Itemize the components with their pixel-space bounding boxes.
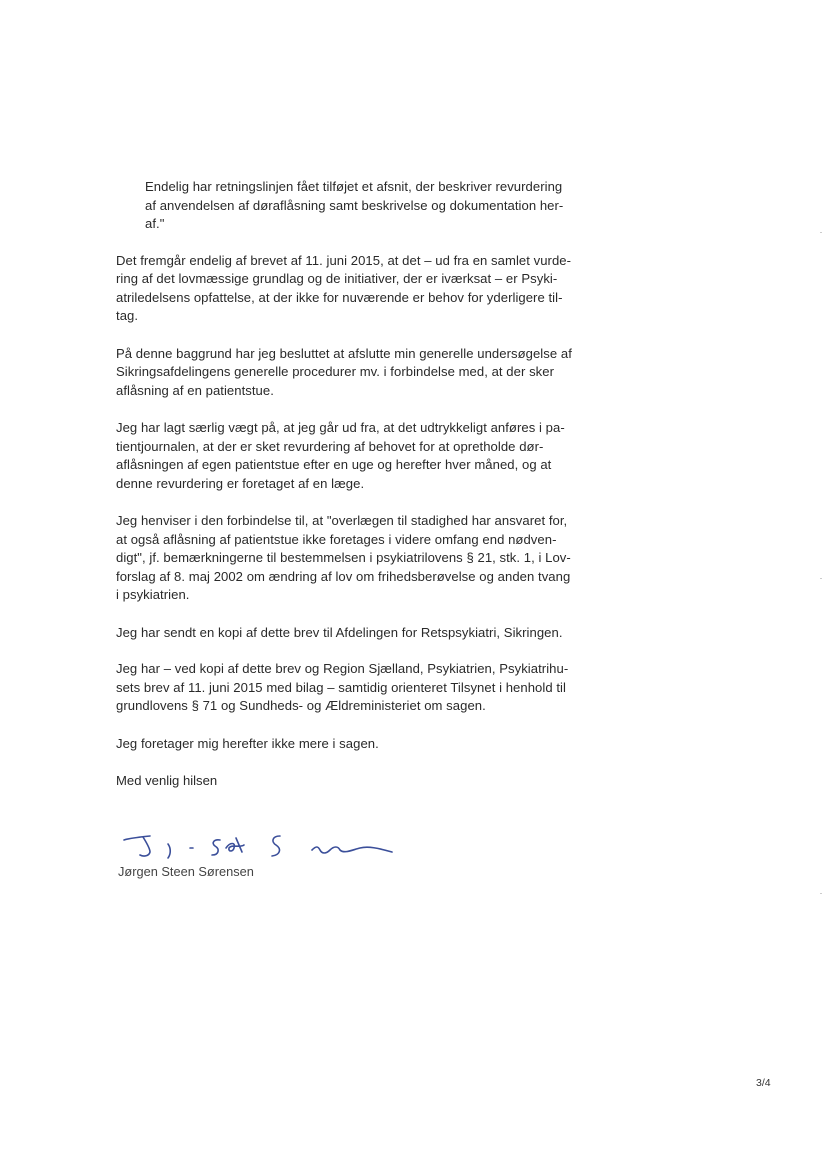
paragraph-line: aflåsning af en patientstue. [116,383,274,398]
paragraph-line: sets brev af 11. juni 2015 med bilag – samtidig orienteret Tilsynet i henhold til [116,680,566,695]
scan-edge-mark [820,232,822,233]
paragraph-line: i psykiatrien. [116,587,190,602]
page-number: 3/4 [756,1077,771,1089]
paragraph-line: forslag af 8. maj 2002 om ændring af lov om frihedsberøvelse og anden tvang [116,569,571,584]
paragraph-line: Det fremgår endelig af brevet af 11. juni 2015, at det – ud fra en samlet vurde- [116,253,572,268]
paragraph-line: På denne baggrund har jeg besluttet at afslutte min generelle undersøgelse af [116,346,572,361]
paragraph-line: tag. [116,308,139,323]
paragraph-line: ring af det lovmæssige grundlag og de initiativer, der er iværksat – er Psyki- [116,271,558,286]
paragraph-line: atriledelsens opfattelse, at der ikke for nuværende er behov for yderligere til- [116,290,563,305]
paragraph-line: at også aflåsning af patientstue ikke foretages i videre omfang end nødven- [116,532,557,547]
paragraph-line: Jeg har sendt en kopi af dette brev til Afdelingen for Retspsykiatri, Sikringen. [116,625,563,640]
scan-edge-mark [820,578,822,579]
handwritten-signature [116,828,406,868]
paragraph-line: aflåsningen af egen patientstue efter en uge og herefter hver måned, og at [116,457,552,472]
closing-salutation: Med venlig hilsen [116,773,218,788]
paragraph-line: denne revurdering er foretaget af en læge. [116,476,365,491]
quote-line: af." [145,216,165,231]
paragraph-line: Jeg har – ved kopi af dette brev og Region Sjælland, Psykiatrien, Psykiatrihu- [116,661,569,676]
paragraph-line: Jeg har lagt særlig vægt på, at jeg går ud fra, at det udtrykkeligt anføres i pa- [116,420,565,435]
paragraph-line: Sikringsafdelingens generelle procedurer mv. i forbindelse med, at der sker [116,364,555,379]
paragraph-line: Jeg henviser i den forbindelse til, at "overlægen til stadighed har ansvaret for, [116,513,568,528]
quote-line: Endelig har retningslinjen fået tilføjet et afsnit, der beskriver revurdering [145,179,563,194]
paragraph-line: grundlovens § 71 og Sundheds- og Ældreministeriet om sagen. [116,698,486,713]
scan-edge-mark [820,893,822,894]
paragraph-line: digt", jf. bemærkningerne til bestemmelsen i psykiatrilovens § 21, stk. 1, i Lov- [116,550,571,565]
paragraph-line: tientjournalen, at der er sket revurdering af behovet for at opretholde dør- [116,439,544,454]
quote-line: af anvendelsen af døraflåsning samt beskrivelse og dokumentation her- [145,198,564,213]
paragraph-line: Jeg foretager mig herefter ikke mere i sagen. [116,736,379,751]
signer-name: Jørgen Steen Sørensen [118,864,254,879]
